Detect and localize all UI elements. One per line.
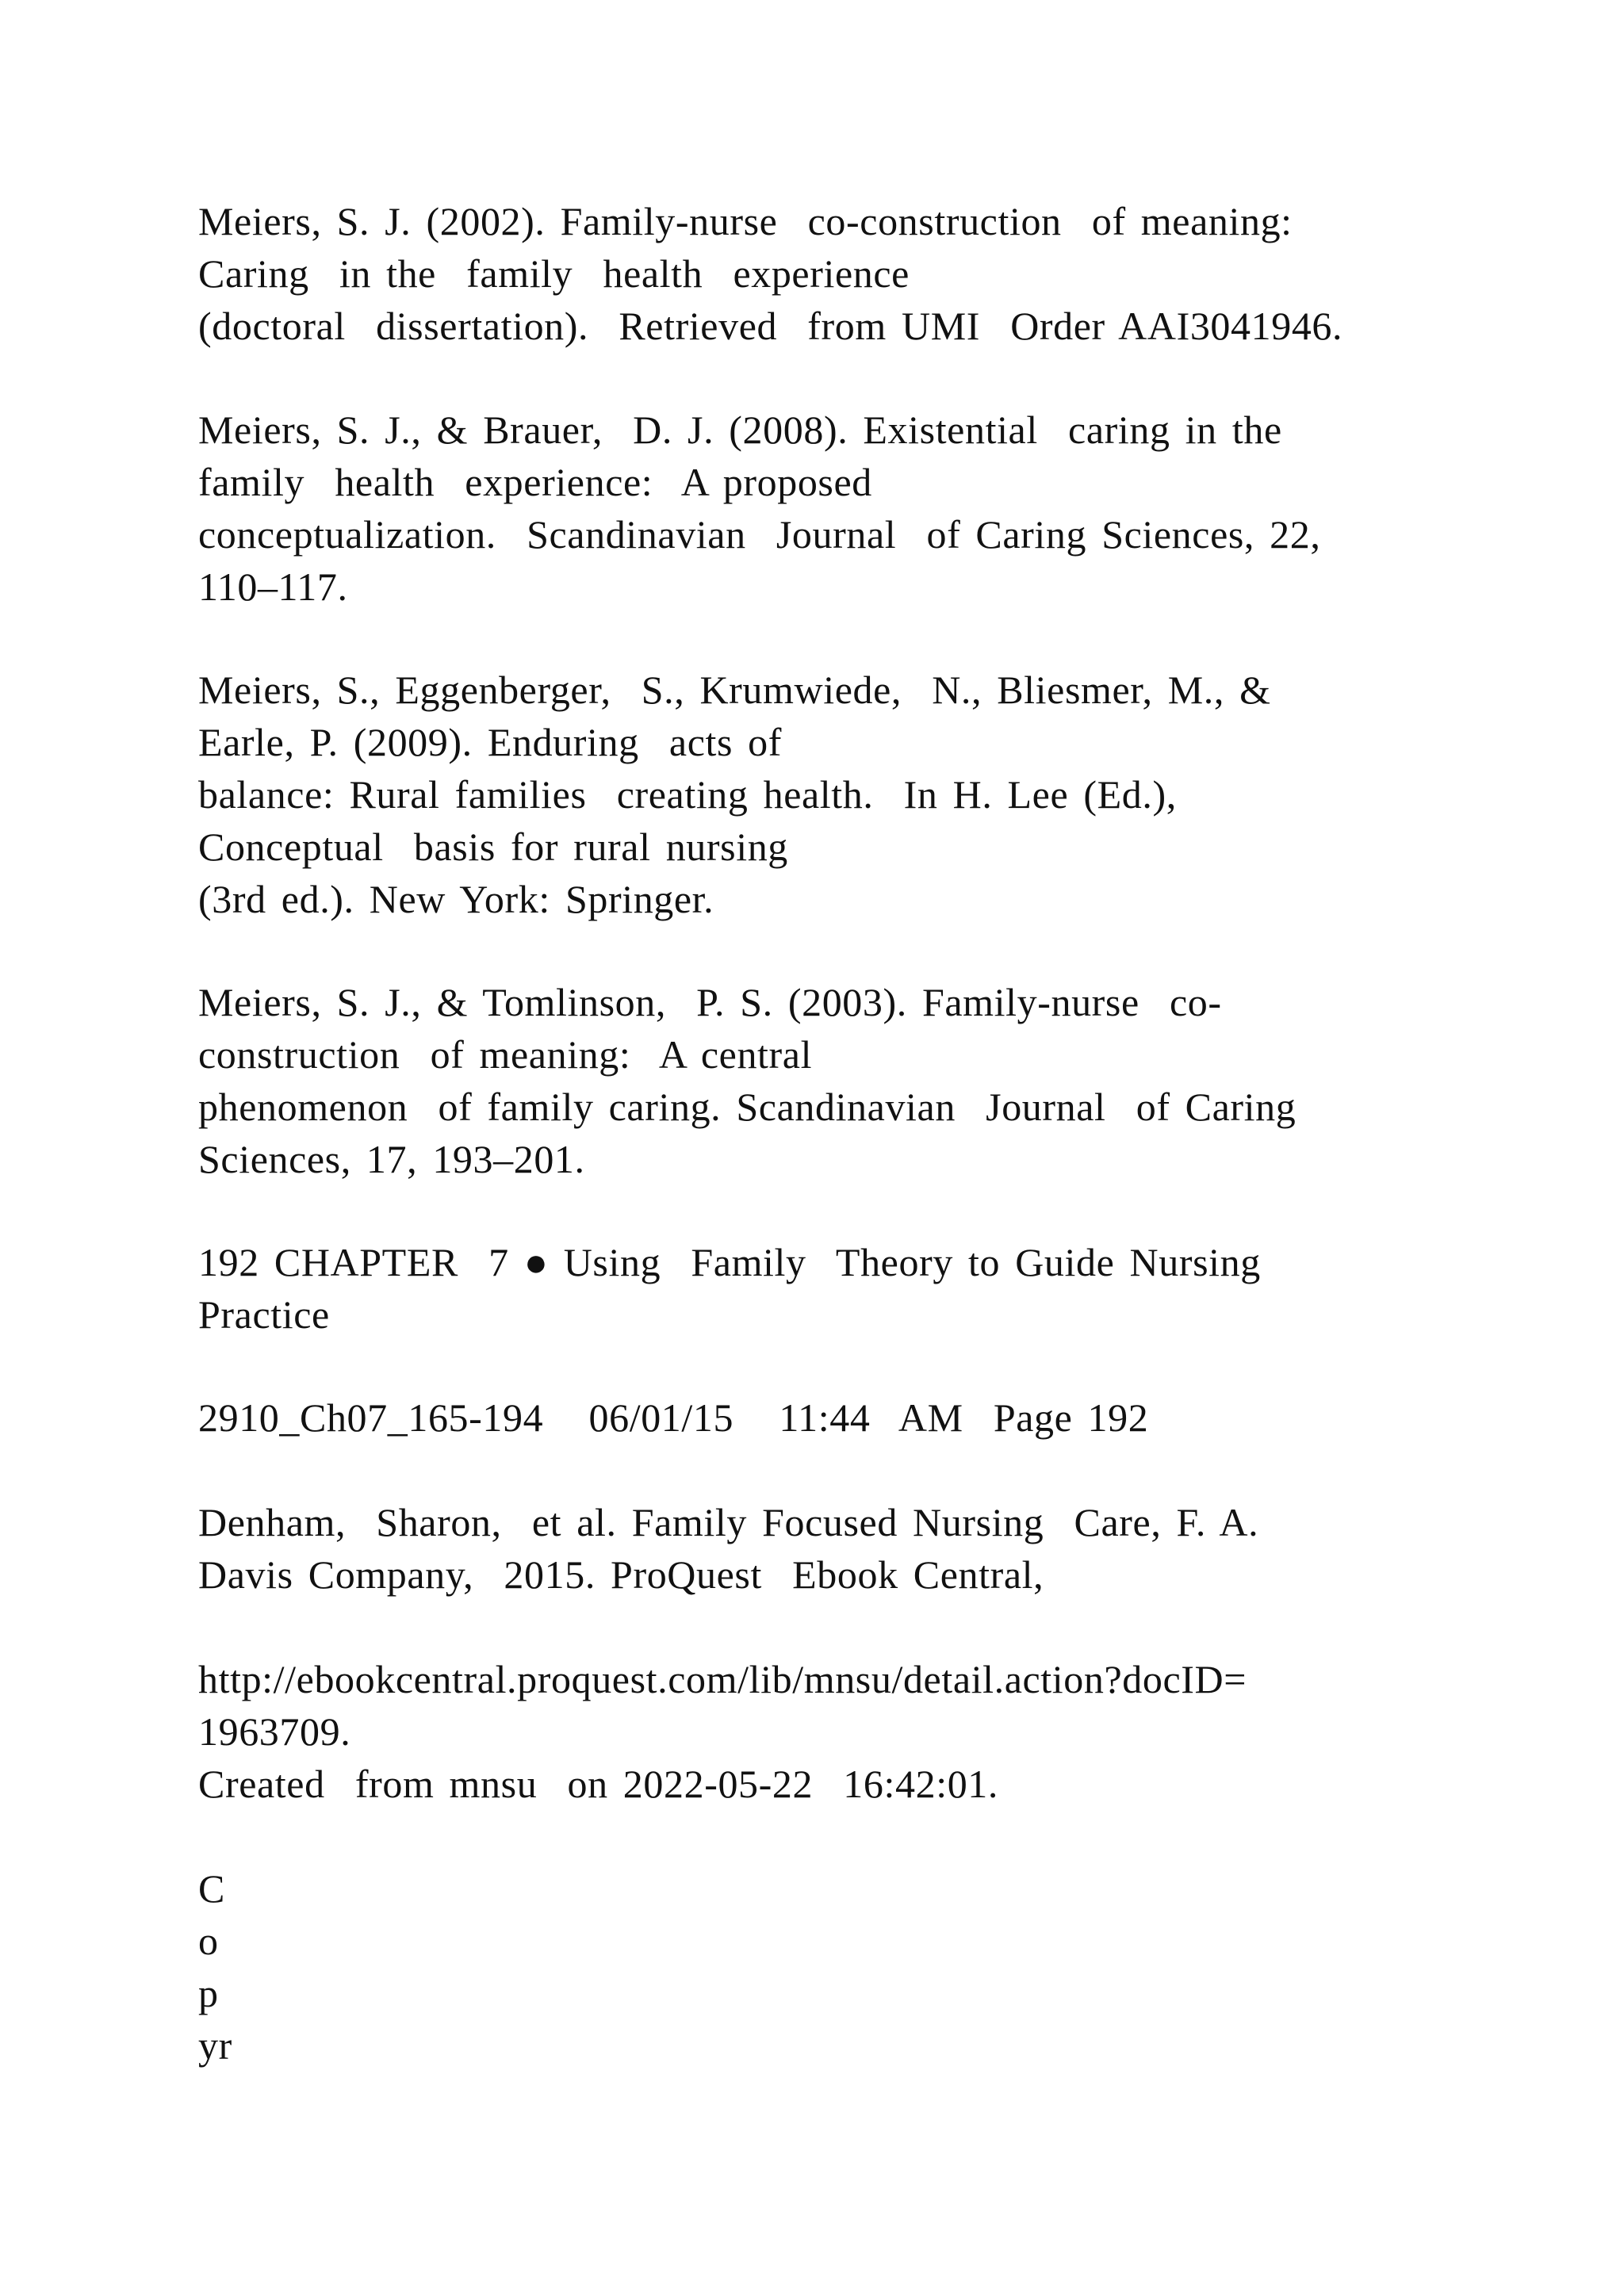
- reference-line: family health experience: A proposed: [198, 460, 872, 504]
- created-timestamp: Created from mnsu on 2022-05-22 16:42:01.: [198, 1762, 998, 1806]
- watermark-letter: C: [198, 1866, 225, 1911]
- reference-line: phenomenon of family caring. Scandinavian Journal of Caring: [198, 1085, 1297, 1129]
- running-footer-line: 192 CHAPTER 7 ● Using Family Theory to Guide Nursing: [198, 1240, 1261, 1284]
- source-url-continued: 1963709.: [198, 1709, 351, 1754]
- reference-line: Meiers, S., Eggenberger, S., Krumwiede, N., Bliesmer, M., &: [198, 668, 1271, 712]
- watermark-letter: o: [198, 1919, 219, 1963]
- citation-line: Denham, Sharon, et al. Family Focused Nursing Care, F. A.: [198, 1500, 1259, 1544]
- reference-line: Meiers, S. J., & Brauer, D. J. (2008). Existential caring in the: [198, 408, 1282, 452]
- reference-line: (3rd ed.). New York: Springer.: [198, 877, 714, 921]
- reference-line: Sciences, 17, 193–201.: [198, 1137, 585, 1181]
- source-url: http://ebookcentral.proquest.com/lib/mnsu/detail.action?docID=: [198, 1657, 1247, 1701]
- reference-line: Conceptual basis for rural nursing: [198, 825, 788, 869]
- citation-line: Davis Company, 2015. ProQuest Ebook Central,: [198, 1552, 1044, 1597]
- running-footer-line: Practice: [198, 1292, 330, 1337]
- reference-line: balance: Rural families creating health. In H. Lee (Ed.),: [198, 772, 1177, 817]
- reference-line: conceptualization. Scandinavian Journal of Caring Sciences, 22,: [198, 512, 1321, 557]
- reference-line: Meiers, S. J., & Tomlinson, P. S. (2003). Family-nurse co-: [198, 980, 1222, 1024]
- reference-line: Caring in the family health experience: [198, 251, 910, 296]
- reference-line: construction of meaning: A central: [198, 1032, 813, 1077]
- reference-line: Earle, P. (2009). Enduring acts of: [198, 720, 783, 764]
- reference-line: (doctoral dissertation). Retrieved from UMI Order AAI3041946.: [198, 304, 1343, 348]
- reference-line: Meiers, S. J. (2002). Family-nurse co-construction of meaning:: [198, 199, 1293, 243]
- slug-line: 2910_Ch07_165-194 06/01/15 11:44 AM Page 192: [198, 1395, 1149, 1440]
- watermark-letter: p: [198, 1971, 219, 2015]
- reference-line: 110–117.: [198, 564, 348, 609]
- watermark-letter: yr: [198, 2023, 232, 2068]
